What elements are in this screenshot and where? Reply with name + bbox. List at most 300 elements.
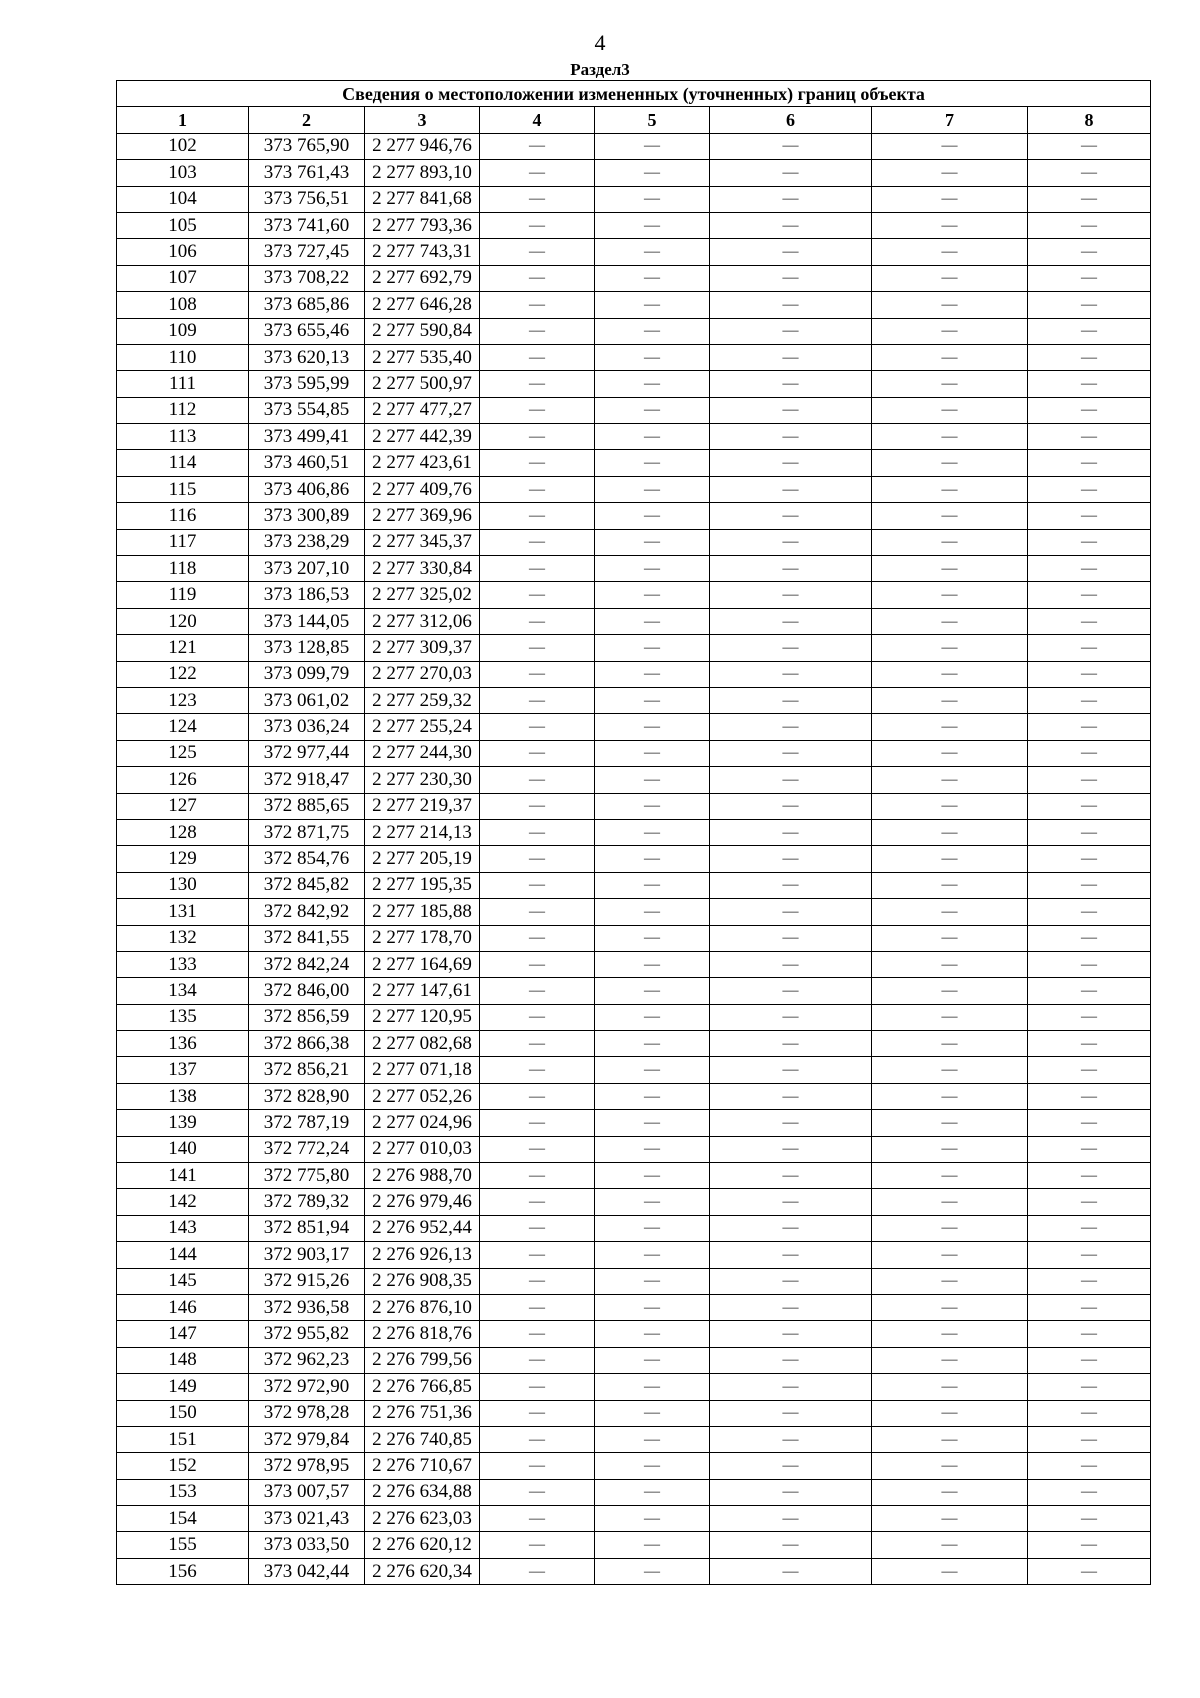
empty-value-cell: — bbox=[595, 1558, 710, 1584]
empty-value-cell: — bbox=[595, 371, 710, 397]
y-coordinate-cell: 2 277 325,02 bbox=[365, 582, 480, 608]
empty-value-cell: — bbox=[480, 925, 595, 951]
empty-value-cell: — bbox=[1028, 1532, 1151, 1558]
empty-value-cell: — bbox=[872, 1136, 1028, 1162]
empty-value-cell: — bbox=[480, 344, 595, 370]
x-coordinate-cell: 373 007,57 bbox=[249, 1479, 365, 1505]
x-coordinate-cell: 372 842,92 bbox=[249, 899, 365, 925]
empty-value-cell: — bbox=[480, 872, 595, 898]
empty-value-cell: — bbox=[595, 503, 710, 529]
empty-value-cell: — bbox=[872, 133, 1028, 159]
empty-value-cell: — bbox=[710, 872, 872, 898]
empty-value-cell: — bbox=[480, 582, 595, 608]
column-header-5: 5 bbox=[595, 107, 710, 133]
empty-value-cell: — bbox=[872, 793, 1028, 819]
empty-value-cell: — bbox=[480, 661, 595, 687]
empty-value-cell: — bbox=[480, 714, 595, 740]
table-row bbox=[117, 292, 1151, 318]
empty-value-cell: — bbox=[872, 740, 1028, 766]
empty-value-cell: — bbox=[872, 1083, 1028, 1109]
x-coordinate-cell: 373 099,79 bbox=[249, 661, 365, 687]
point-number-cell: 117 bbox=[117, 529, 249, 555]
x-coordinate-cell: 372 885,65 bbox=[249, 793, 365, 819]
x-coordinate-cell: 372 978,95 bbox=[249, 1453, 365, 1479]
empty-value-cell: — bbox=[480, 1347, 595, 1373]
column-header-7: 7 bbox=[872, 107, 1028, 133]
empty-value-cell: — bbox=[1028, 160, 1151, 186]
empty-value-cell: — bbox=[480, 476, 595, 502]
empty-value-cell: — bbox=[595, 476, 710, 502]
empty-value-cell: — bbox=[1028, 1004, 1151, 1030]
empty-value-cell: — bbox=[480, 450, 595, 476]
table-row bbox=[117, 160, 1151, 186]
empty-value-cell: — bbox=[710, 160, 872, 186]
empty-value-cell: — bbox=[710, 1189, 872, 1215]
column-header-1: 1 bbox=[117, 107, 249, 133]
empty-value-cell: — bbox=[595, 767, 710, 793]
point-number-cell: 110 bbox=[117, 344, 249, 370]
table-row bbox=[117, 608, 1151, 634]
empty-value-cell: — bbox=[1028, 212, 1151, 238]
empty-value-cell: — bbox=[710, 687, 872, 713]
empty-value-cell: — bbox=[480, 1242, 595, 1268]
empty-value-cell: — bbox=[480, 397, 595, 423]
column-header-6: 6 bbox=[710, 107, 872, 133]
x-coordinate-cell: 373 207,10 bbox=[249, 556, 365, 582]
point-number-cell: 103 bbox=[117, 160, 249, 186]
x-coordinate-cell: 373 061,02 bbox=[249, 687, 365, 713]
point-number-cell: 156 bbox=[117, 1558, 249, 1584]
table-row bbox=[117, 318, 1151, 344]
empty-value-cell: — bbox=[480, 1189, 595, 1215]
table-row bbox=[117, 212, 1151, 238]
x-coordinate-cell: 373 042,44 bbox=[249, 1558, 365, 1584]
empty-value-cell: — bbox=[1028, 1057, 1151, 1083]
empty-value-cell: — bbox=[480, 1453, 595, 1479]
table-row bbox=[117, 1004, 1151, 1030]
table-row bbox=[117, 767, 1151, 793]
empty-value-cell: — bbox=[1028, 872, 1151, 898]
point-number-cell: 114 bbox=[117, 450, 249, 476]
empty-value-cell: — bbox=[872, 292, 1028, 318]
empty-value-cell: — bbox=[1028, 1136, 1151, 1162]
empty-value-cell: — bbox=[872, 1532, 1028, 1558]
y-coordinate-cell: 2 276 740,85 bbox=[365, 1426, 480, 1452]
point-number-cell: 152 bbox=[117, 1453, 249, 1479]
y-coordinate-cell: 2 277 345,37 bbox=[365, 529, 480, 555]
empty-value-cell: — bbox=[480, 1558, 595, 1584]
empty-value-cell: — bbox=[595, 1453, 710, 1479]
empty-value-cell: — bbox=[595, 714, 710, 740]
empty-value-cell: — bbox=[480, 1083, 595, 1109]
empty-value-cell: — bbox=[595, 1110, 710, 1136]
table-row bbox=[117, 793, 1151, 819]
x-coordinate-cell: 373 499,41 bbox=[249, 424, 365, 450]
y-coordinate-cell: 2 276 620,34 bbox=[365, 1558, 480, 1584]
y-coordinate-cell: 2 277 052,26 bbox=[365, 1083, 480, 1109]
empty-value-cell: — bbox=[872, 1004, 1028, 1030]
empty-value-cell: — bbox=[710, 1031, 872, 1057]
y-coordinate-cell: 2 277 120,95 bbox=[365, 1004, 480, 1030]
y-coordinate-cell: 2 277 590,84 bbox=[365, 318, 480, 344]
empty-value-cell: — bbox=[1028, 687, 1151, 713]
empty-value-cell: — bbox=[872, 160, 1028, 186]
point-number-cell: 119 bbox=[117, 582, 249, 608]
empty-value-cell: — bbox=[595, 793, 710, 819]
table-row bbox=[117, 925, 1151, 951]
empty-value-cell: — bbox=[710, 925, 872, 951]
y-coordinate-cell: 2 277 205,19 bbox=[365, 846, 480, 872]
column-header-3: 3 bbox=[365, 107, 480, 133]
empty-value-cell: — bbox=[872, 1163, 1028, 1189]
empty-value-cell: — bbox=[480, 1004, 595, 1030]
empty-value-cell: — bbox=[872, 344, 1028, 370]
empty-value-cell: — bbox=[710, 292, 872, 318]
empty-value-cell: — bbox=[1028, 1163, 1151, 1189]
point-number-cell: 139 bbox=[117, 1110, 249, 1136]
empty-value-cell: — bbox=[595, 1347, 710, 1373]
point-number-cell: 118 bbox=[117, 556, 249, 582]
x-coordinate-cell: 373 708,22 bbox=[249, 265, 365, 291]
empty-value-cell: — bbox=[595, 687, 710, 713]
empty-value-cell: — bbox=[872, 1031, 1028, 1057]
empty-value-cell: — bbox=[872, 1215, 1028, 1241]
empty-value-cell: — bbox=[595, 556, 710, 582]
y-coordinate-cell: 2 277 312,06 bbox=[365, 608, 480, 634]
point-number-cell: 151 bbox=[117, 1426, 249, 1452]
table-row bbox=[117, 1506, 1151, 1532]
empty-value-cell: — bbox=[710, 265, 872, 291]
point-number-cell: 123 bbox=[117, 687, 249, 713]
empty-value-cell: — bbox=[595, 529, 710, 555]
empty-value-cell: — bbox=[1028, 476, 1151, 502]
empty-value-cell: — bbox=[595, 1479, 710, 1505]
table-row bbox=[117, 1479, 1151, 1505]
table-row bbox=[117, 872, 1151, 898]
empty-value-cell: — bbox=[710, 1479, 872, 1505]
empty-value-cell: — bbox=[872, 1347, 1028, 1373]
table-row bbox=[117, 556, 1151, 582]
x-coordinate-cell: 372 856,21 bbox=[249, 1057, 365, 1083]
x-coordinate-cell: 372 851,94 bbox=[249, 1215, 365, 1241]
x-coordinate-cell: 373 741,60 bbox=[249, 212, 365, 238]
empty-value-cell: — bbox=[872, 1558, 1028, 1584]
empty-value-cell: — bbox=[1028, 133, 1151, 159]
point-number-cell: 121 bbox=[117, 635, 249, 661]
y-coordinate-cell: 2 276 876,10 bbox=[365, 1294, 480, 1320]
x-coordinate-cell: 372 854,76 bbox=[249, 846, 365, 872]
x-coordinate-cell: 373 620,13 bbox=[249, 344, 365, 370]
empty-value-cell: — bbox=[710, 899, 872, 925]
empty-value-cell: — bbox=[710, 371, 872, 397]
empty-value-cell: — bbox=[710, 1506, 872, 1532]
x-coordinate-cell: 372 962,23 bbox=[249, 1347, 365, 1373]
x-coordinate-cell: 372 978,28 bbox=[249, 1400, 365, 1426]
table-row bbox=[117, 1136, 1151, 1162]
y-coordinate-cell: 2 276 952,44 bbox=[365, 1215, 480, 1241]
point-number-cell: 105 bbox=[117, 212, 249, 238]
table-row bbox=[117, 133, 1151, 159]
point-number-cell: 148 bbox=[117, 1347, 249, 1373]
y-coordinate-cell: 2 277 255,24 bbox=[365, 714, 480, 740]
empty-value-cell: — bbox=[595, 1031, 710, 1057]
empty-value-cell: — bbox=[872, 1110, 1028, 1136]
empty-value-cell: — bbox=[872, 1189, 1028, 1215]
table-row bbox=[117, 186, 1151, 212]
empty-value-cell: — bbox=[1028, 899, 1151, 925]
empty-value-cell: — bbox=[710, 529, 872, 555]
y-coordinate-cell: 2 277 147,61 bbox=[365, 978, 480, 1004]
table-row bbox=[117, 239, 1151, 265]
table-row bbox=[117, 1110, 1151, 1136]
empty-value-cell: — bbox=[595, 1294, 710, 1320]
empty-value-cell: — bbox=[1028, 1347, 1151, 1373]
empty-value-cell: — bbox=[710, 1294, 872, 1320]
empty-value-cell: — bbox=[872, 846, 1028, 872]
point-number-cell: 120 bbox=[117, 608, 249, 634]
table-row bbox=[117, 1558, 1151, 1584]
x-coordinate-cell: 373 021,43 bbox=[249, 1506, 365, 1532]
empty-value-cell: — bbox=[595, 1136, 710, 1162]
y-coordinate-cell: 2 276 634,88 bbox=[365, 1479, 480, 1505]
empty-value-cell: — bbox=[480, 265, 595, 291]
empty-value-cell: — bbox=[595, 212, 710, 238]
empty-value-cell: — bbox=[1028, 951, 1151, 977]
empty-value-cell: — bbox=[710, 1347, 872, 1373]
empty-value-cell: — bbox=[1028, 714, 1151, 740]
table-row bbox=[117, 397, 1151, 423]
y-coordinate-cell: 2 277 946,76 bbox=[365, 133, 480, 159]
x-coordinate-cell: 372 955,82 bbox=[249, 1321, 365, 1347]
point-number-cell: 129 bbox=[117, 846, 249, 872]
empty-value-cell: — bbox=[710, 318, 872, 344]
empty-value-cell: — bbox=[872, 371, 1028, 397]
table-row bbox=[117, 687, 1151, 713]
x-coordinate-cell: 372 856,59 bbox=[249, 1004, 365, 1030]
empty-value-cell: — bbox=[710, 476, 872, 502]
x-coordinate-cell: 373 406,86 bbox=[249, 476, 365, 502]
empty-value-cell: — bbox=[872, 661, 1028, 687]
table-row bbox=[117, 503, 1151, 529]
x-coordinate-cell: 373 144,05 bbox=[249, 608, 365, 634]
x-coordinate-cell: 372 903,17 bbox=[249, 1242, 365, 1268]
point-number-cell: 132 bbox=[117, 925, 249, 951]
x-coordinate-cell: 373 554,85 bbox=[249, 397, 365, 423]
y-coordinate-cell: 2 276 620,12 bbox=[365, 1532, 480, 1558]
section-label: Раздел3 bbox=[570, 60, 630, 79]
empty-value-cell: — bbox=[1028, 846, 1151, 872]
empty-value-cell: — bbox=[480, 793, 595, 819]
table-row bbox=[117, 265, 1151, 291]
empty-value-cell: — bbox=[595, 661, 710, 687]
empty-value-cell: — bbox=[710, 951, 872, 977]
empty-value-cell: — bbox=[480, 1321, 595, 1347]
empty-value-cell: — bbox=[480, 1506, 595, 1532]
y-coordinate-cell: 2 277 692,79 bbox=[365, 265, 480, 291]
empty-value-cell: — bbox=[1028, 793, 1151, 819]
x-coordinate-cell: 373 756,51 bbox=[249, 186, 365, 212]
x-coordinate-cell: 373 238,29 bbox=[249, 529, 365, 555]
point-number-cell: 135 bbox=[117, 1004, 249, 1030]
y-coordinate-cell: 2 276 710,67 bbox=[365, 1453, 480, 1479]
y-coordinate-cell: 2 277 230,30 bbox=[365, 767, 480, 793]
point-number-cell: 126 bbox=[117, 767, 249, 793]
table-row bbox=[117, 1057, 1151, 1083]
empty-value-cell: — bbox=[710, 1558, 872, 1584]
point-number-cell: 141 bbox=[117, 1163, 249, 1189]
empty-value-cell: — bbox=[872, 872, 1028, 898]
empty-value-cell: — bbox=[595, 1242, 710, 1268]
x-coordinate-cell: 373 300,89 bbox=[249, 503, 365, 529]
table-row bbox=[117, 1294, 1151, 1320]
empty-value-cell: — bbox=[480, 1374, 595, 1400]
x-coordinate-cell: 372 842,24 bbox=[249, 951, 365, 977]
empty-value-cell: — bbox=[710, 767, 872, 793]
empty-value-cell: — bbox=[595, 1506, 710, 1532]
empty-value-cell: — bbox=[595, 1057, 710, 1083]
empty-value-cell: — bbox=[480, 1057, 595, 1083]
empty-value-cell: — bbox=[480, 1532, 595, 1558]
empty-value-cell: — bbox=[480, 1268, 595, 1294]
x-coordinate-cell: 372 828,90 bbox=[249, 1083, 365, 1109]
empty-value-cell: — bbox=[710, 186, 872, 212]
empty-value-cell: — bbox=[1028, 608, 1151, 634]
y-coordinate-cell: 2 277 259,32 bbox=[365, 687, 480, 713]
x-coordinate-cell: 372 918,47 bbox=[249, 767, 365, 793]
table-row bbox=[117, 1400, 1151, 1426]
empty-value-cell: — bbox=[710, 1268, 872, 1294]
y-coordinate-cell: 2 277 219,37 bbox=[365, 793, 480, 819]
x-coordinate-cell: 373 595,99 bbox=[249, 371, 365, 397]
empty-value-cell: — bbox=[480, 635, 595, 661]
empty-value-cell: — bbox=[710, 212, 872, 238]
empty-value-cell: — bbox=[872, 714, 1028, 740]
empty-value-cell: — bbox=[480, 371, 595, 397]
table-title-row bbox=[117, 81, 1151, 107]
point-number-cell: 122 bbox=[117, 661, 249, 687]
empty-value-cell: — bbox=[710, 978, 872, 1004]
table-row bbox=[117, 899, 1151, 925]
empty-value-cell: — bbox=[1028, 1479, 1151, 1505]
y-coordinate-cell: 2 276 979,46 bbox=[365, 1189, 480, 1215]
y-coordinate-cell: 2 277 646,28 bbox=[365, 292, 480, 318]
point-number-cell: 150 bbox=[117, 1400, 249, 1426]
table-row bbox=[117, 714, 1151, 740]
table-row bbox=[117, 1242, 1151, 1268]
empty-value-cell: — bbox=[1028, 239, 1151, 265]
point-number-cell: 155 bbox=[117, 1532, 249, 1558]
empty-value-cell: — bbox=[1028, 1374, 1151, 1400]
empty-value-cell: — bbox=[595, 1004, 710, 1030]
x-coordinate-cell: 372 977,44 bbox=[249, 740, 365, 766]
x-coordinate-cell: 372 936,58 bbox=[249, 1294, 365, 1320]
empty-value-cell: — bbox=[872, 1506, 1028, 1532]
empty-value-cell: — bbox=[595, 846, 710, 872]
empty-value-cell: — bbox=[595, 424, 710, 450]
point-number-cell: 107 bbox=[117, 265, 249, 291]
x-coordinate-cell: 373 685,86 bbox=[249, 292, 365, 318]
x-coordinate-cell: 373 761,43 bbox=[249, 160, 365, 186]
empty-value-cell: — bbox=[480, 212, 595, 238]
empty-value-cell: — bbox=[595, 292, 710, 318]
x-coordinate-cell: 372 787,19 bbox=[249, 1110, 365, 1136]
column-header-4: 4 bbox=[480, 107, 595, 133]
point-number-cell: 153 bbox=[117, 1479, 249, 1505]
empty-value-cell: — bbox=[872, 556, 1028, 582]
point-number-cell: 125 bbox=[117, 740, 249, 766]
x-coordinate-cell: 372 775,80 bbox=[249, 1163, 365, 1189]
empty-value-cell: — bbox=[595, 740, 710, 766]
empty-value-cell: — bbox=[710, 1242, 872, 1268]
table-row bbox=[117, 819, 1151, 845]
x-coordinate-cell: 372 789,32 bbox=[249, 1189, 365, 1215]
empty-value-cell: — bbox=[710, 397, 872, 423]
empty-value-cell: — bbox=[595, 265, 710, 291]
empty-value-cell: — bbox=[1028, 1426, 1151, 1452]
empty-value-cell: — bbox=[595, 1215, 710, 1241]
empty-value-cell: — bbox=[872, 529, 1028, 555]
empty-value-cell: — bbox=[1028, 1294, 1151, 1320]
y-coordinate-cell: 2 276 908,35 bbox=[365, 1268, 480, 1294]
empty-value-cell: — bbox=[480, 740, 595, 766]
empty-value-cell: — bbox=[1028, 925, 1151, 951]
empty-value-cell: — bbox=[710, 1374, 872, 1400]
point-number-cell: 128 bbox=[117, 819, 249, 845]
empty-value-cell: — bbox=[872, 265, 1028, 291]
empty-value-cell: — bbox=[1028, 371, 1151, 397]
table-row bbox=[117, 1426, 1151, 1452]
empty-value-cell: — bbox=[595, 582, 710, 608]
table-row bbox=[117, 740, 1151, 766]
empty-value-cell: — bbox=[872, 450, 1028, 476]
empty-value-cell: — bbox=[710, 1163, 872, 1189]
table-row bbox=[117, 1532, 1151, 1558]
empty-value-cell: — bbox=[595, 397, 710, 423]
empty-value-cell: — bbox=[595, 1268, 710, 1294]
empty-value-cell: — bbox=[1028, 1110, 1151, 1136]
empty-value-cell: — bbox=[480, 529, 595, 555]
empty-value-cell: — bbox=[480, 1479, 595, 1505]
y-coordinate-cell: 2 277 071,18 bbox=[365, 1057, 480, 1083]
empty-value-cell: — bbox=[1028, 529, 1151, 555]
empty-value-cell: — bbox=[480, 951, 595, 977]
empty-value-cell: — bbox=[1028, 1083, 1151, 1109]
empty-value-cell: — bbox=[595, 899, 710, 925]
x-coordinate-cell: 372 845,82 bbox=[249, 872, 365, 898]
y-coordinate-cell: 2 277 178,70 bbox=[365, 925, 480, 951]
table-row bbox=[117, 978, 1151, 1004]
empty-value-cell: — bbox=[480, 239, 595, 265]
empty-value-cell: — bbox=[1028, 978, 1151, 1004]
y-coordinate-cell: 2 277 164,69 bbox=[365, 951, 480, 977]
y-coordinate-cell: 2 277 535,40 bbox=[365, 344, 480, 370]
y-coordinate-cell: 2 277 409,76 bbox=[365, 476, 480, 502]
y-coordinate-cell: 2 276 623,03 bbox=[365, 1506, 480, 1532]
empty-value-cell: — bbox=[710, 793, 872, 819]
empty-value-cell: — bbox=[595, 925, 710, 951]
point-number-cell: 109 bbox=[117, 318, 249, 344]
empty-value-cell: — bbox=[480, 556, 595, 582]
empty-value-cell: — bbox=[872, 951, 1028, 977]
empty-value-cell: — bbox=[710, 846, 872, 872]
empty-value-cell: — bbox=[710, 1426, 872, 1452]
empty-value-cell: — bbox=[710, 1083, 872, 1109]
table-row bbox=[117, 371, 1151, 397]
empty-value-cell: — bbox=[872, 687, 1028, 713]
point-number-cell: 115 bbox=[117, 476, 249, 502]
empty-value-cell: — bbox=[710, 1400, 872, 1426]
point-number-cell: 113 bbox=[117, 424, 249, 450]
